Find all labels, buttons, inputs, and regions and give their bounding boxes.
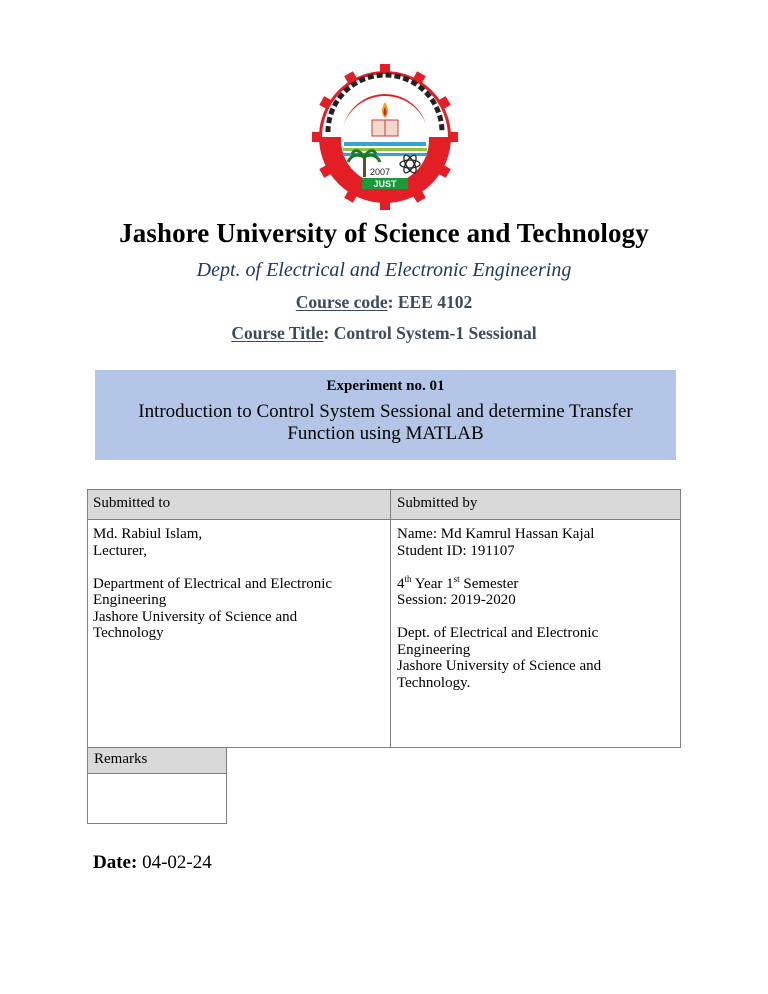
submitted-to-details	[93, 526, 332, 642]
teacher-dept-line-2: Engineering	[93, 592, 167, 608]
remarks-box	[87, 748, 227, 824]
course-code	[0, 292, 768, 313]
spacer	[93, 559, 332, 576]
teacher-dept-line-1: Department of Electrical and Electronic	[93, 575, 333, 592]
svg-text:JUST: JUST	[373, 179, 397, 189]
spacer	[397, 559, 601, 576]
student-dept-line-1: Dept. of Electrical and Electronic	[397, 625, 599, 641]
remarks-label: Remarks	[94, 751, 148, 767]
column-divider	[390, 490, 391, 747]
student-university-line-2: Technology.	[397, 674, 471, 691]
university-seal-logo	[310, 62, 460, 212]
student-university-line-1: Jashore University of Science and	[397, 658, 602, 674]
experiment-title: Introduction to Control System Sessional and determine Transfer Function using MATLAB	[138, 401, 633, 444]
university-title: Jashore University of Science and Technology	[119, 218, 649, 248]
experiment-box	[95, 370, 676, 460]
teacher-name: Md. Rabiul Islam,	[93, 526, 203, 542]
student-name: Name: Md Kamrul Hassan Kajal	[397, 526, 595, 542]
spacer	[397, 609, 601, 626]
submitted-to-header: Submitted to	[93, 495, 171, 511]
teacher-university-line-1: Jashore University of Science and	[93, 608, 298, 625]
experiment-number: Experiment no. 01	[326, 378, 445, 394]
svg-text:2007: 2007	[369, 167, 391, 177]
submitted-by-details	[397, 526, 601, 691]
course-title	[0, 323, 768, 344]
student-id: Student ID: 191107	[397, 542, 515, 559]
date-line	[93, 852, 212, 874]
course-title-label: Course Title	[231, 323, 324, 343]
teacher-designation: Lecturer,	[93, 542, 147, 559]
course-code-label: Course code	[295, 292, 388, 312]
submitted-by-header: Submitted by	[397, 495, 478, 511]
session: Session: 2019-2020	[397, 592, 516, 608]
course-title-value: : Control System-1 Sessional	[323, 323, 537, 343]
student-dept-line-2: Engineering	[397, 641, 471, 658]
date-value: 04-02-24	[137, 852, 212, 873]
course-code-value: : EEE 4102	[387, 292, 473, 312]
teacher-university-line-2: Technology	[93, 625, 164, 641]
date-label: Date:	[93, 852, 138, 873]
year-semester: 4th Year 1st Semester	[397, 573, 519, 592]
submission-table	[87, 489, 681, 748]
remarks-header-row	[88, 748, 226, 774]
table-header-row	[88, 490, 680, 520]
department-title: Dept. of Electrical and Electronic Engineering	[196, 259, 572, 281]
